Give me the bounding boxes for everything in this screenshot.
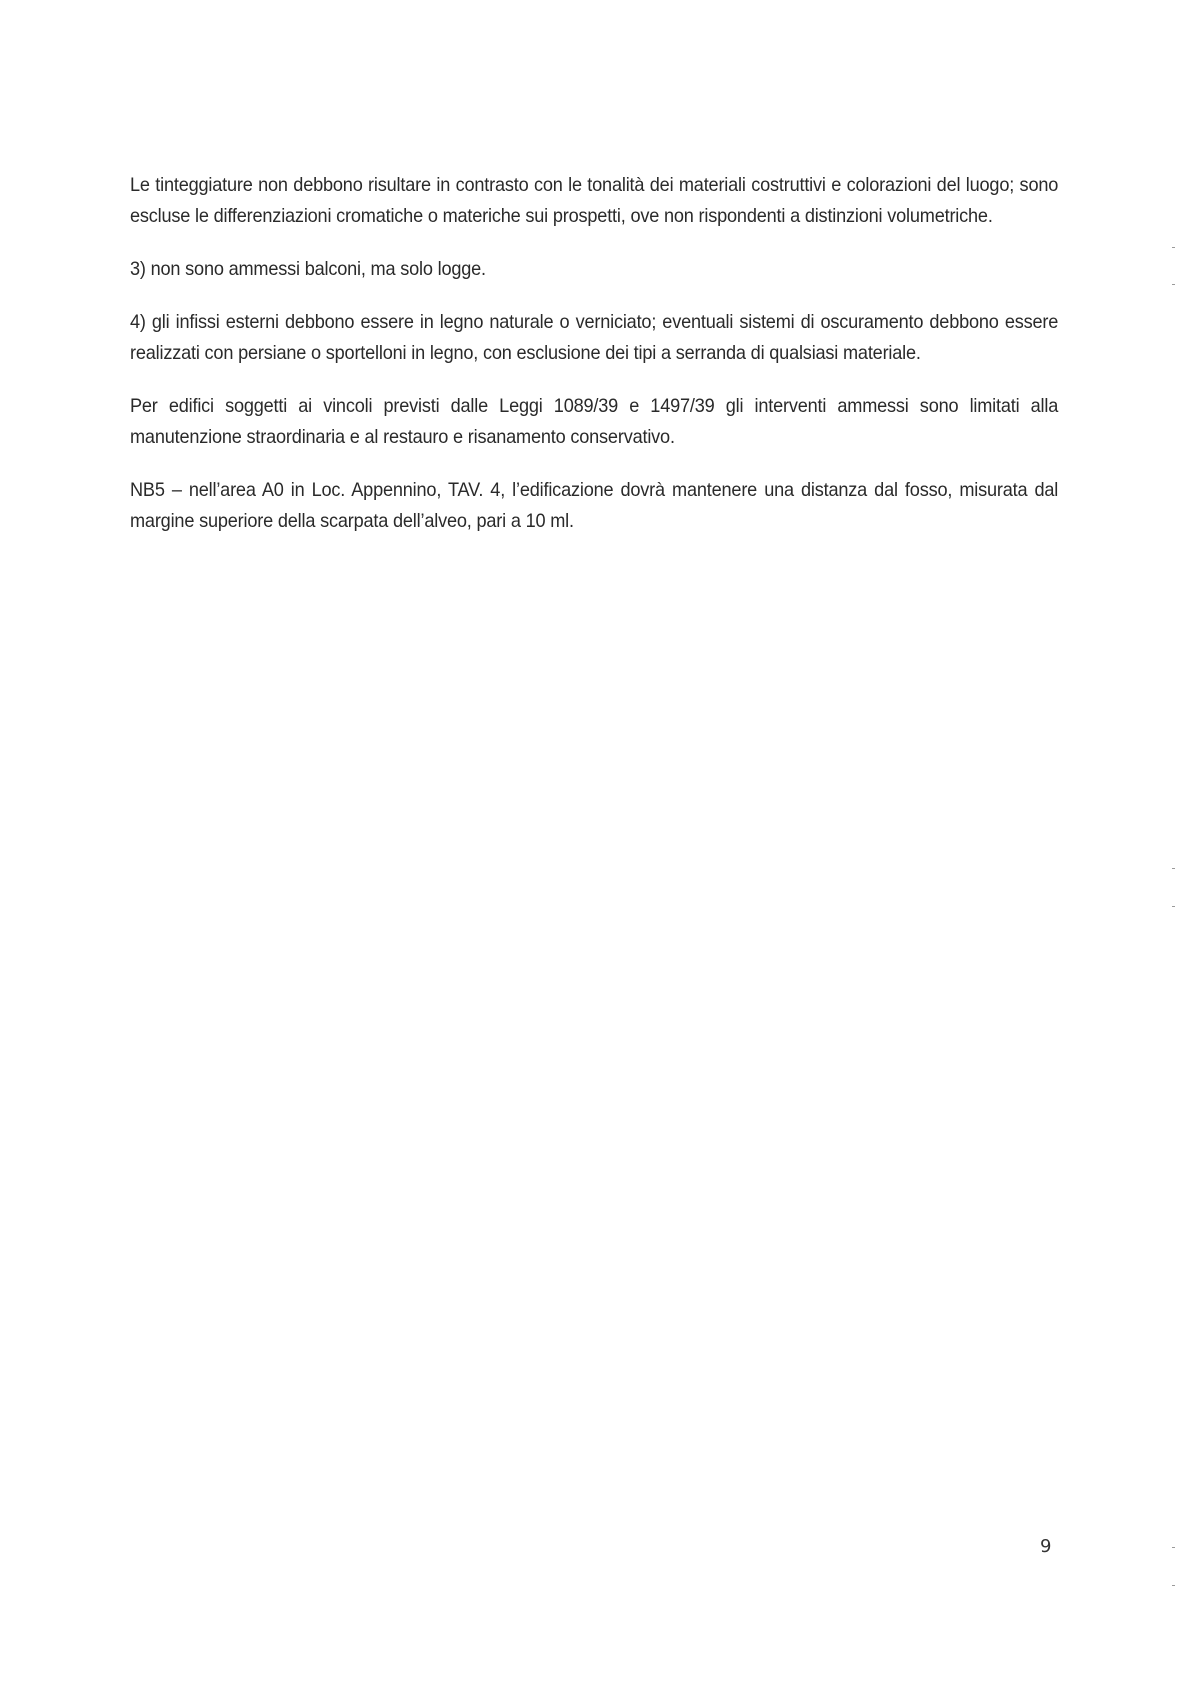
paragraph-vincoli: Per edifici soggetti ai vincoli previsti dalle Leggi 1089/39 e 1497/39 gli interventi ammessi sono limitati alla manutenzione straordinaria e al restauro e risanamento conservativo. (130, 395, 1059, 448)
paragraph-balconi: 3) non sono ammessi balconi, ma solo logge. (130, 258, 486, 280)
scan-speck (1172, 906, 1175, 907)
paragraph-infissi: 4) gli infissi esterni debbono essere in legno naturale o verniciato; eventuali sistemi di oscuramento debbono essere realizzati con persiane o sportelloni in legno, con esclusione dei tipi a serranda di qualsiasi materiale. (130, 311, 1059, 364)
page-number: 9 (1040, 1536, 1052, 1557)
scan-speck (1172, 284, 1175, 285)
paragraph-nb5: NB5 – nell’area A0 in Loc. Appennino, TAV. 4, l’edificazione dovrà mantenere una distanza dal fosso, misurata dal margine superiore della scarpata dell’alveo, pari a 10 ml. (130, 479, 1059, 532)
scan-speck (1172, 1547, 1175, 1548)
scan-speck (1172, 868, 1175, 869)
scan-speck (1172, 1585, 1175, 1586)
paragraph-tinteggiature: Le tinteggiature non debbono risultare in contrasto con le tonalità dei materiali costruttivi e colorazioni del luogo; sono escluse le differenziazioni cromatiche o materiche sui prospetti, ove non rispondenti a distinzioni volumetriche. (130, 174, 1059, 227)
scan-speck (1172, 247, 1175, 248)
document-body (130, 170, 1058, 559)
